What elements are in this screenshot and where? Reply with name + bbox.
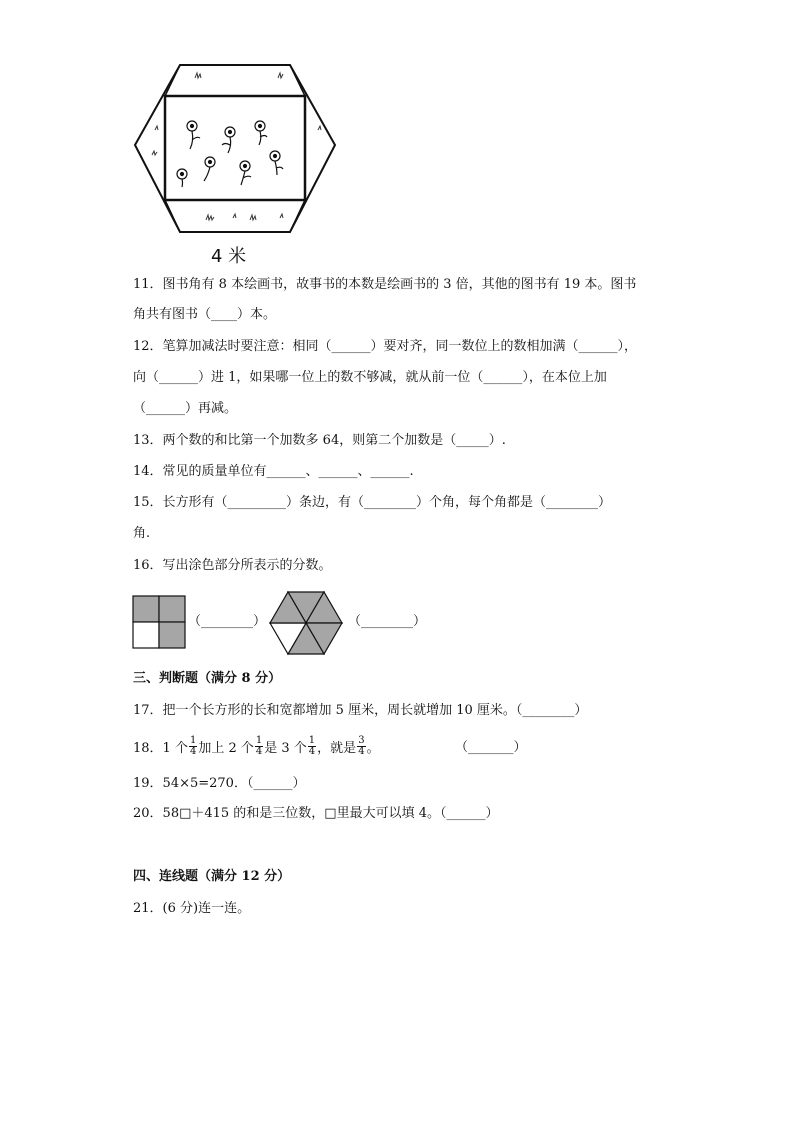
q21-text: 21．(6 分)连一连。 — [133, 901, 251, 916]
q11-line2: 角共有图书（____）本。 — [133, 307, 277, 322]
q15-line2: 角. — [133, 526, 151, 541]
fraction-3-4: $\frac{3}{4}$ — [358, 735, 365, 757]
q14-text: 14．常见的质量单位有______、______、______. — [133, 464, 414, 479]
q18-text: 18．1 个 $\frac{1}{4}$ 加上 2 个 $\frac{1}{4}$ 是 3 个 $\frac{1}{4}$ ，就是 $\frac{3}{4}$ 。 — [133, 735, 380, 757]
shaded-square-figure — [132, 595, 186, 649]
q11-line1: 11．图书角有 8 本绘画书，故事书的本数是绘画书的 3 倍，其他的图书有 19 本。图书 — [133, 277, 637, 292]
fraction-1-4: $\frac{1}{4}$ — [255, 735, 263, 757]
garden-figure — [130, 60, 340, 240]
section-3-heading: 三、判断题（满分 8 分） — [133, 671, 282, 686]
q18-blank: （_______） — [455, 740, 527, 755]
q16-blank1: （________） — [188, 614, 267, 629]
q16-text: 16．写出涂色部分所表示的分数。 — [133, 558, 332, 573]
shaded-hexagon-figure — [268, 590, 344, 656]
q17-text: 17．把一个长方形的长和宽都增加 5 厘米，周长就增加 10 厘米。（________） — [133, 703, 588, 718]
q16-blank2: （________） — [348, 614, 427, 629]
fraction-1-4: $\frac{1}{4}$ — [189, 735, 197, 757]
q12-line3: （______）再减。 — [133, 401, 238, 416]
flowers — [177, 121, 283, 187]
q19-text: 19．54×5=270．（______） — [133, 776, 306, 791]
q13-text: 13．两个数的和比第一个加数多 64，则第二个加数是（_____）. — [133, 433, 506, 448]
figure-caption: 4 米 — [211, 246, 247, 267]
section-4-heading: 四、连线题（满分 12 分） — [133, 869, 291, 884]
q20-text: 20．58□＋415 的和是三位数，□里最大可以填 4。（______） — [133, 806, 499, 821]
q15-line1: 15．长方形有（_________）条边，有（________）个角，每个角都是（________） — [133, 495, 612, 510]
q12-line1: 12．笔算加减法时要注意：相同（______）要对齐，同一数位上的数相加满（______）， — [133, 339, 638, 354]
q12-line2: 向（______）进 1，如果哪一位上的数不够减，就从前一位（______），在本位上加 — [133, 370, 607, 385]
fraction-1-4: $\frac{1}{4}$ — [308, 735, 316, 757]
flower-bed-rectangle — [165, 96, 305, 200]
